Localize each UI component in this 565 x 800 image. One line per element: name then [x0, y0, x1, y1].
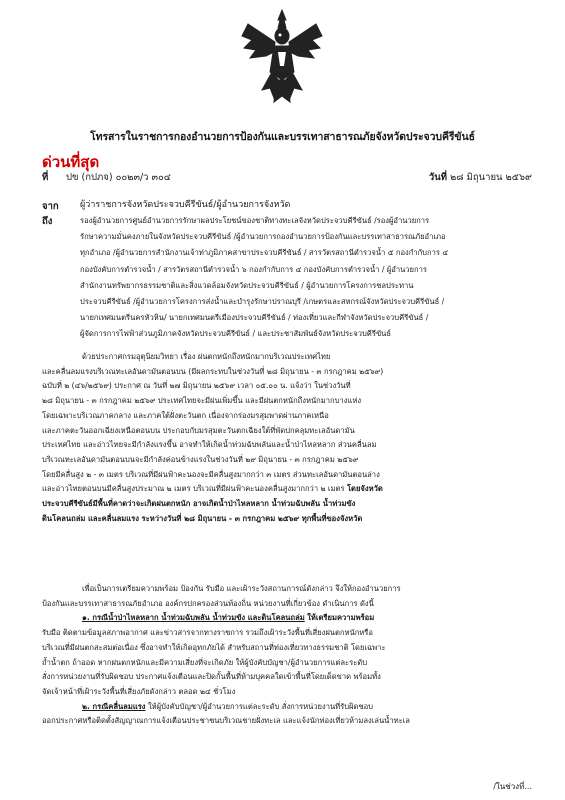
reference-number: ปข (กปภจ) ๐๐๒๓/ว ๓๐๔ [66, 172, 171, 183]
body-line: ป้องกันและบรรเทาสาธารณภัยอำเภอ องค์กรปกครองส่วนท้องถิ่น หน่วยงานที่เกี่ยวข้อง ดำเนินการ ดังนี้ [42, 598, 374, 608]
body-line: ด้วยประกาศกรมอุตุนิยมวิทยา เรื่อง ฝนตกหนักถึงหนักมากบริเวณประเทศไทย [82, 352, 331, 361]
body-line: รับมือ ติดตามข้อมูลสภาพอากาศ และข่าวสารจากทางราชการ รวมถึงเฝ้าระวังพื้นที่เสี่ยงฝนตกหนักหรือ [42, 628, 373, 638]
body-line: ๒๘ มิถุนายน - ๓ กรกฎาคม ๒๕๖๙ ประเทศไทยจะมีฝนเพิ่มขึ้น และมีฝนตกหนักถึงหนักมากบางแห่ง [42, 396, 362, 406]
recipient-line: ทุกอำเภอ /ผู้อำนวยการสำนักงานเจ้าท่าภูมิภาคสาขาประจวบคีรีขันธ์ / สารวัตรสถานีตำรวจน้ำ ๕ กองกำกับการ ๔ [80, 248, 449, 258]
recipient-line: กองบังคับการตำรวจน้ำ / สารวัตรสถานีตำรวจน้ำ ๖ กองกำกับการ ๔ กองบังคับการตำรวจน้ำ / ผู้อำนวยการ [80, 264, 427, 274]
reference-row [42, 170, 532, 186]
recipients [80, 213, 532, 343]
body-line: สั่งการหน่วยงานที่รับผิดชอบ ประกาศแจ้งเตือนและปิดกั้นพื้นที่ห้ามบุคคลใดเข้าพื้นที่โดยเด็ดขาด พร้อมทั้ง [42, 672, 381, 682]
item-2-heading [42, 700, 532, 715]
recipient-line: ผู้จัดการการไฟฟ้าส่วนภูมิภาคจังหวัดประจวบคีรีขันธ์ / และประชาสัมพันธ์จังหวัดประจวบคีรีขันธ์ [80, 329, 391, 339]
body-line: จัดเจ้าหน้าที่เฝ้าระวังพื้นที่เสี่ยงภัยดังกล่าว ตลอด ๒๔ ชั่วโมง [42, 686, 236, 696]
reference-label: ที่ [42, 172, 49, 183]
continuation-marker: /ในช่วงที่... [493, 782, 532, 791]
garuda-emblem-icon [240, 6, 324, 106]
body-line-bold: ประจวบคีรีขันธ์มีพื้นที่คาดว่าจะเกิดฝนตกหนัก อาจเกิดน้ำป่าไหลหลาก น้ำท่วมฉับพลัน น้ำท่วมขัง [42, 499, 356, 509]
body-line: โดยมีคลื่นสูง ๒ - ๓ เมตร บริเวณที่มีฝนฟ้าคะนองจะมีคลื่นสูงมากกว่า ๓ เมตร ส่วนทะเลอันดามันตอนล่าง [42, 469, 380, 479]
date-label: วันที่ [428, 172, 447, 183]
item-2-title: ๒. กรณีคลื่นลมแรง [82, 701, 146, 711]
body-line: บริเวณทะเลอันดามันตอนบนจะมีกำลังค่อนข้างแรงในช่วงวันที่ ๒๙ มิถุนายน - ๓ กรกฎาคม ๒๕๖๙ [42, 454, 359, 464]
item-1-heading [42, 611, 532, 626]
item-1-title: ๑. กรณีน้ำป่าไหลหลาก น้ำท่วมฉับพลัน น้ำท่วมขัง และดินโคลนถล่ม [82, 613, 305, 623]
document-date [429, 170, 532, 185]
bold-tail: โดยจังหวัด [346, 484, 383, 494]
recipient-line: สำนักงานทรัพยากรธรรมชาติและสิ่งแวดล้อมจังหวัดประจวบคีรีขันธ์ / ผู้อำนวยการโครงการชลประทาน [80, 280, 414, 290]
body-line: บริเวณที่มีฝนตกสะสมต่อเนื่อง ซึ่งอาจทำให้เกิดอุทกภัยได้ สำหรับสถานที่ท่องเที่ยวทางธรรมชาติ โดยเฉพาะ [42, 642, 386, 652]
item-2-lead: ให้ผู้บังคับบัญชา/ผู้อำนวยการแต่ละระดับ สั่งการหน่วยงานที่รับผิดชอบ [147, 701, 373, 711]
body-line-with-bold-tail [42, 482, 532, 497]
body-line: และคลื่นลมแรงบริเวณทะเลอันดามันตอนบน (มีผลกระทบในช่วงวันที่ ๒๘ มิถุนายน - ๓ กรกฎาคม ๒๕๖๙) [42, 366, 384, 376]
document-title: โทรสารในราชการกองอำนวยการป้องกันและบรรเทาสาธารณภัยจังหวัดประจวบคีรีขันธ์ [90, 131, 475, 143]
to-label: ถึง [42, 216, 53, 227]
recipient-line: นายกเทศมนตรีนครหัวหิน/ นายกเทศมนตรีเมืองประจวบคีรีขันธ์ / ท่องเที่ยวและกีฬาจังหวัดประจวบคีรีขันธ์ / [80, 313, 429, 323]
from-label: จาก [42, 201, 59, 212]
body-line: ถ้ำน้ำตก ถ้าออด หากฝนตกหนักและมีความเสี่ยงที่จะเกิดภัย ให้ผู้บังคับบัญชา/ผู้อำนวยการแต่ละระดับ [42, 657, 368, 667]
item-1-lead: ให้เตรียมความพร้อม [307, 613, 375, 623]
body-line: เพื่อเป็นการเตรียมความพร้อม ป้องกัน รับมือ และเฝ้าระวังสถานการณ์ดังกล่าว จึงให้กองอำนวยการ [82, 584, 401, 593]
body-line: และอ่าวไทยตอนบนมีคลื่นสูงประมาณ ๒ เมตร บริเวณที่มีฝนฟ้าคะนองคลื่นสูงมากกว่า ๒ เมตร [42, 484, 345, 494]
recipient-line: รองผู้อำนวยการศูนย์อำนวยการรักษาผลประโยชน์ของชาติทางทะเลจังหวัดประจวบคีรีขันธ์ /รองผู้อำนวยการ [80, 216, 430, 225]
body-line: โดยเฉพาะบริเวณภาคกลาง และภาคใต้ฝั่งตะวันตก เนื่องจากร่องมรสุมพาดผ่านภาคเหนือ [42, 410, 329, 420]
recipient-line: รักษาความมั่นคงภายในจังหวัดประจวบคีรีขันธ์ /ผู้อำนวยการกองอำนวยการป้องกันและบรรเทาสาธารณภัยอำเภอ [80, 232, 446, 242]
recipient-line: ประจวบคีรีขันธ์ /ผู้อำนวยการโครงการส่งน้ำและบำรุงรักษาปราณบุรี /เกษตรและสหกรณ์จังหวัดประจวบคีรีขันธ์ / [80, 297, 445, 307]
paragraph-announcement [42, 350, 532, 526]
from-value: ผู้ว่าราชการจังหวัดประจวบคีรีขันธ์/ผู้อำนวยการจังหวัด [80, 200, 291, 210]
body-line: ประเทศไทย และอ่าวไทยจะมีกำลังแรงขึ้น อาจทำให้เกิดน้ำท่วมฉับพลันและน้ำป่าไหลหลาก ส่วนคลื่นลม [42, 440, 377, 450]
body-line: ฉบับที่ ๒ (๔๖/๒๕๖๙) ประกาศ ณ วันที่ ๒๗ มิถุนายน ๒๕๖๙ เวลา ๐๕.๐๐ น. แจ้งว่า ในช่วงวันที่ [42, 381, 351, 391]
body-line: และภาคตะวันออกเฉียงเหนือตอนบน ประกอบกับมรสุมตะวันตกเฉียงใต้ที่พัดปกคลุมทะเลอันดามัน [42, 425, 355, 435]
paragraph-instructions [42, 582, 532, 729]
body-line-bold: ดินโคลนถล่ม และคลื่นลมแรง ระหว่างวันที่ ๒๘ มิถุนายน - ๓ กรกฎาคม ๒๕๖๙ ทุกพื้นที่ของจังหวัด [42, 513, 363, 523]
urgency-label: ด่วนที่สุด [42, 153, 100, 171]
date-value: ๒๘ มิถุนายน ๒๕๖๙ [450, 172, 532, 183]
body-line: ออกประกาศหรือติดตั้งสัญญาณการแจ้งเตือนประชาชนบริเวณชายฝั่งทะเล และแจ้งนักท่องเที่ยวห้ามลงเล่นน้ำทะเล [42, 716, 410, 726]
